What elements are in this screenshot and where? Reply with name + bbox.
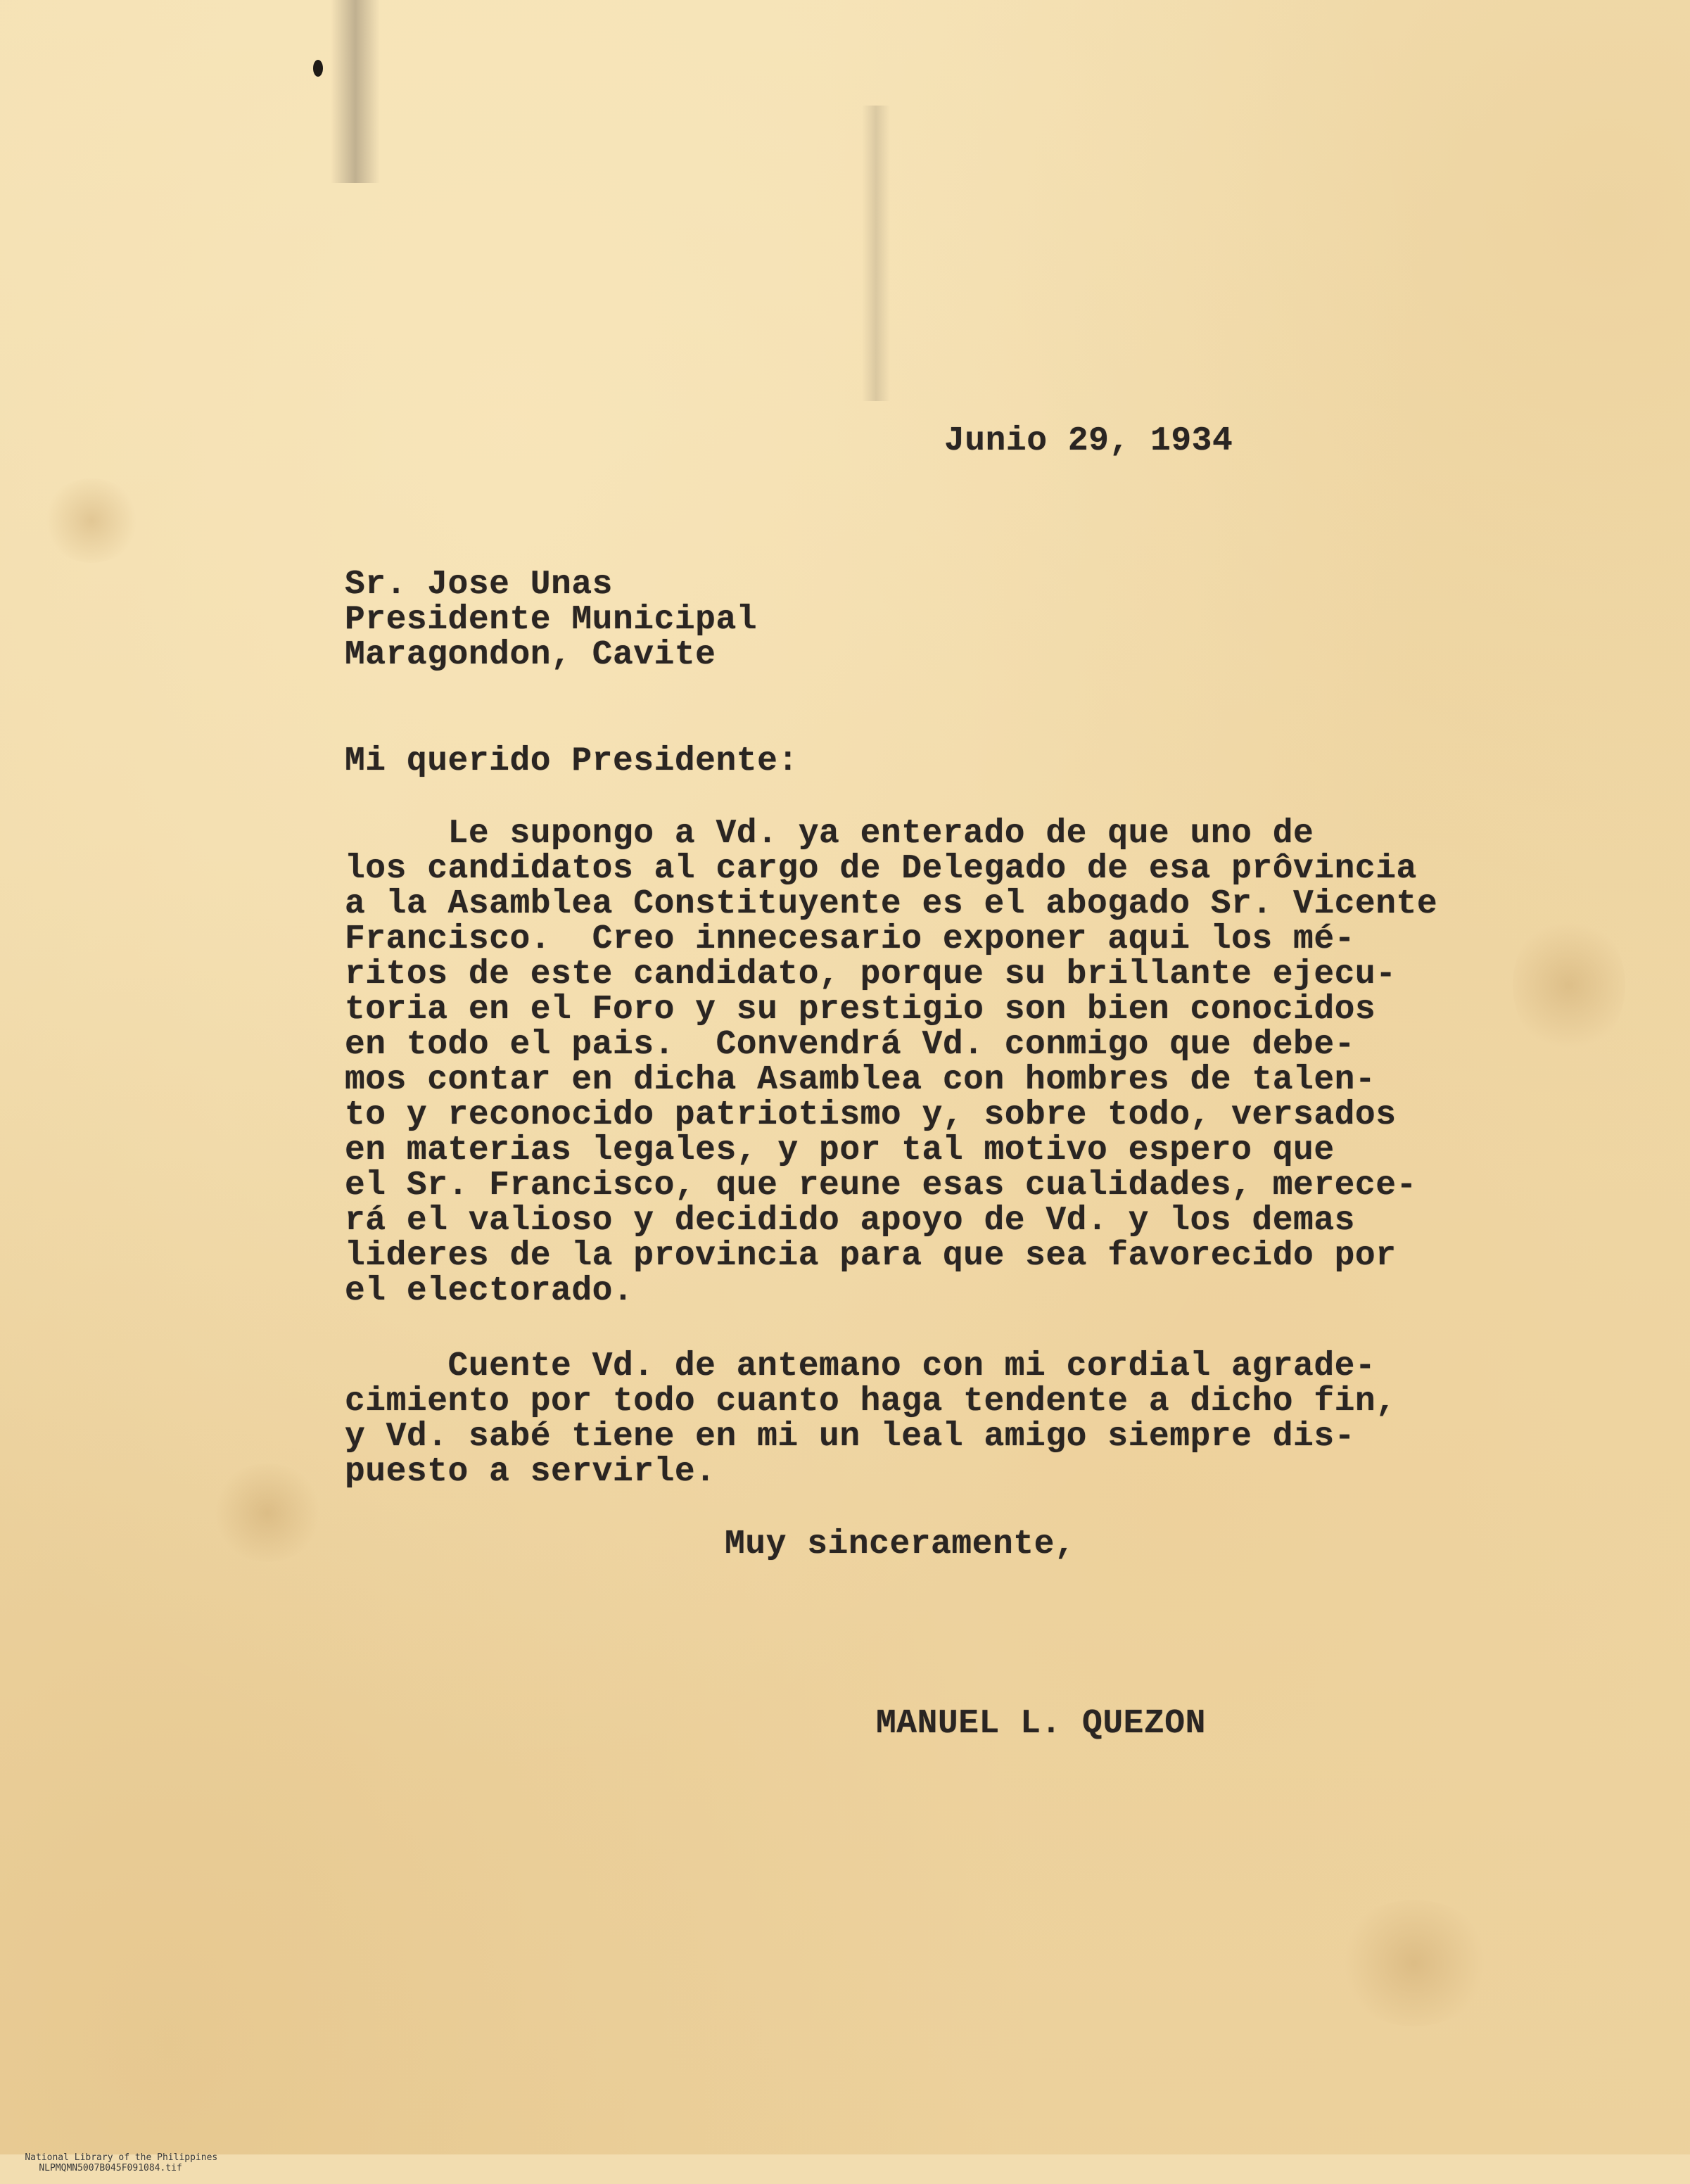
address-line: Sr. Jose Unas: [345, 566, 613, 604]
fold-mark: [862, 106, 890, 401]
scan-footer: [3, 2142, 217, 2184]
body-line: ritos de este candidato, porque su brillante ejecu-: [345, 956, 1397, 993]
body-line: y Vd. sabé tiene en mi un leal amigo siempre dis-: [345, 1418, 1355, 1456]
body-line: en todo el pais. Convendrá Vd. conmigo que debe-: [345, 1026, 1355, 1064]
binding-streak: [331, 0, 380, 183]
body-line: lideres de la provincia para que sea favorecido por: [345, 1237, 1397, 1275]
body-line: to y reconocido patriotismo y, sobre todo, versados: [345, 1096, 1397, 1134]
body-line: en materias legales, y por tal motivo espero que: [345, 1131, 1335, 1169]
library-credit: National Library of the Philippines: [25, 2152, 218, 2163]
body-line: cimiento por todo cuanto haga tendente a dicho fin,: [345, 1383, 1397, 1421]
paper-stain: [1513, 915, 1625, 1055]
body-line: rá el valioso y decidido apoyo de Vd. y los demas: [345, 1202, 1355, 1240]
body-line: los candidatos al cargo de Delegado de esa prôvincia: [345, 850, 1417, 888]
closing: Muy sinceramente,: [725, 1525, 1076, 1563]
salutation: Mi querido Presidente:: [345, 742, 799, 780]
paper-stain: [1337, 1900, 1492, 2026]
body-line: Francisco. Creo innecesario exponer aqui los mé-: [345, 920, 1355, 958]
staple-hole: [313, 60, 323, 77]
file-identifier: NLPMQMN5007B045F091084.tif: [39, 2163, 182, 2173]
body-line: Cuente Vd. de antemano con mi cordial agrade-: [345, 1347, 1376, 1385]
body-line: mos contar en dicha Asamblea con hombres de talen-: [345, 1061, 1376, 1099]
letter-date: Junio 29, 1934: [944, 422, 1233, 460]
address-line: Maragondon, Cavite: [345, 636, 716, 674]
body-line: puesto a servirle.: [345, 1453, 716, 1491]
paper-stain: [42, 478, 141, 563]
body-line: el electorado.: [345, 1272, 634, 1310]
address-line: Presidente Municipal: [345, 601, 758, 639]
body-line: toria en el Foro y su prestigio son bien conocidos: [345, 991, 1376, 1029]
body-line: Le supongo a Vd. ya enterado de que uno de: [345, 815, 1314, 853]
paper-stain: [211, 1464, 324, 1562]
body-line: a la Asamblea Constituyente es el abogado Sr. Vicente: [345, 885, 1438, 923]
signature-name: MANUEL L. QUEZON: [876, 1705, 1206, 1743]
body-line: el Sr. Francisco, que reune esas cualidades, merece-: [345, 1167, 1417, 1205]
